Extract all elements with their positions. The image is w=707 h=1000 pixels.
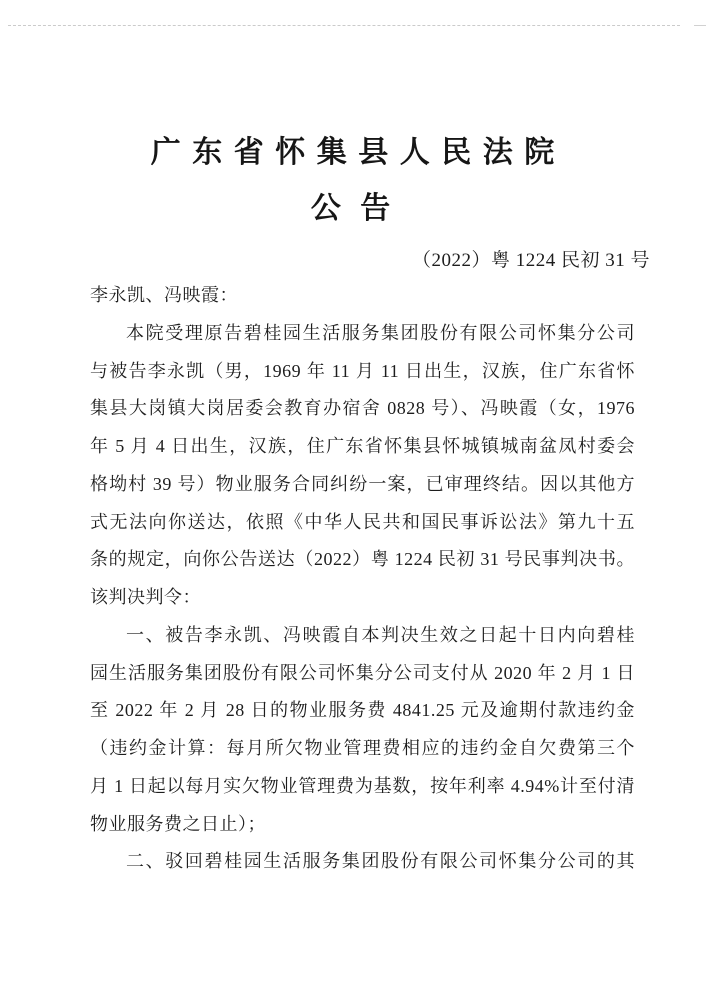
scan-artifact-line-tip [694,25,706,26]
body-line: 年 5 月 4 日出生，汉族，住广东省怀集县怀城镇城南盆凤村委会 [90,436,635,456]
body-lines [90,315,635,881]
body-line: 园生活服务集团股份有限公司怀集分公司支付从 2020 年 2 月 1 日 [90,662,635,683]
court-name-heading: 广 东 省 怀 集 县 人 民 法 院 [150,136,557,169]
body-line: 本院受理原告碧桂园生活服务集团股份有限公司怀集分公司 [126,322,635,343]
body-line: 二、驳回碧桂园生活服务集团股份有限公司怀集分公司的其 [126,851,635,872]
body-line: 月 1 日起以每月实欠物业管理费为基数，按年利率 4.94%计至付清 [90,775,635,796]
body-line: 格坳村 39 号）物业服务合同纠纷一案，已审理终结。因以其他方 [90,473,635,494]
body-line: 式无法向你送达，依照《中华人民共和国民事诉讼法》第九十五 [90,511,635,532]
salutation-line: 李永凯、冯映霞： [90,285,238,305]
body-line: 条的规定，向你公告送达（2022）粤 1224 民初 31 号民事判决书。 [90,549,635,570]
body-line: 一、被告李永凯、冯映霞自本判决生效之日起十日内向碧桂 [126,624,635,645]
body-line: （违约金计算：每月所欠物业管理费相应的违约金自欠费第三个 [90,738,635,758]
body-line: 该判决判令： [90,587,201,607]
body-line: 至 2022 年 2 月 28 日的物业服务费 4841.25 元及逾期付款违约金 [90,700,635,721]
document-title: 公 告 [310,192,397,225]
body-line: 与被告李永凯（男，1969 年 11 月 11 日出生，汉族，住广东省怀 [90,360,635,381]
document-body [90,277,635,881]
case-number: （2022）粤 1224 民初 31 号 [411,250,650,271]
body-line: 物业服务费之日止）； [90,813,266,834]
body-line: 集县大岗镇大岗居委会教育办宿舍 0828 号）、冯映霞（女，1976 [90,398,635,419]
scan-artifact-dashed-line [8,25,680,26]
